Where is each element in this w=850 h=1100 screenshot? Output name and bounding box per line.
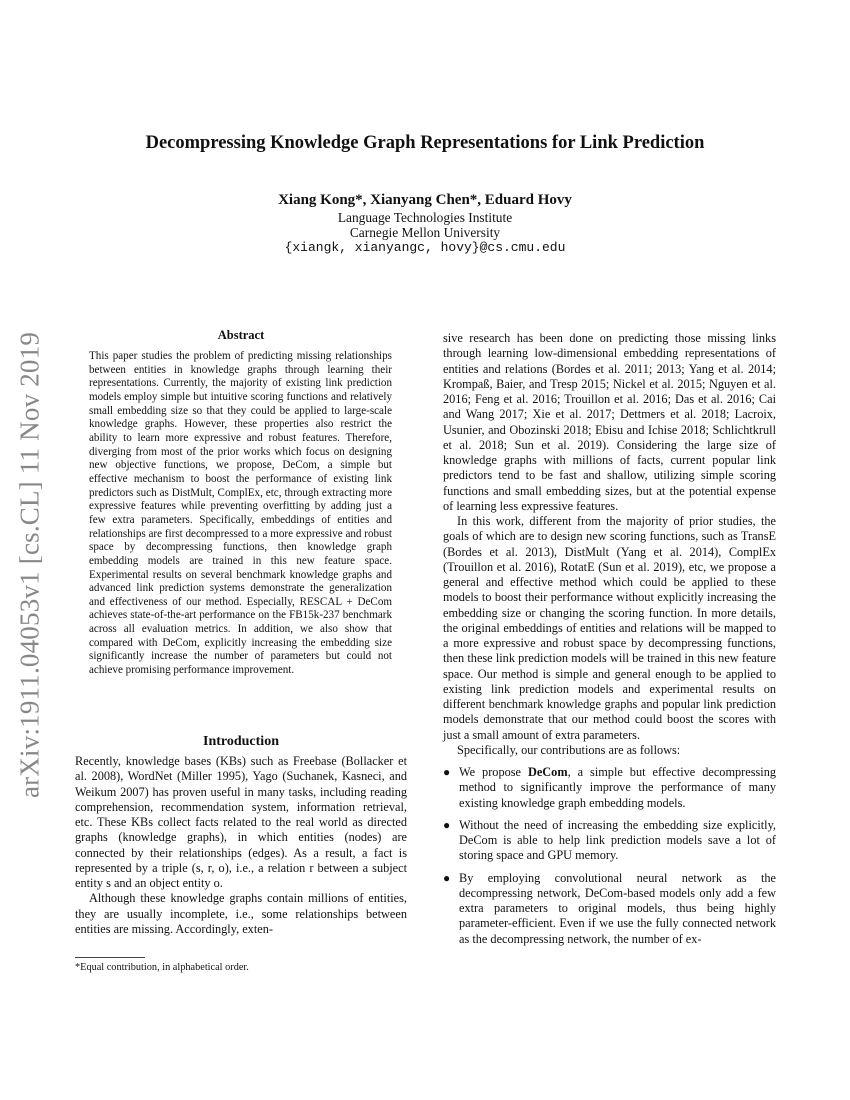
list-item: ● Without the need of increasing the embedding size explicitly, DeCom is able to help link prediction models save a lot of storing space and GPU memory. — [443, 817, 776, 863]
introduction-heading: Introduction — [203, 734, 279, 749]
right-paragraph-1: sive research has been done on predicting those missing links through learning low-dimensional embedding representations of entities and relations (Bordes et al. 2011; 2013; Yang et al. 2014; Krompaß, Baier, and Tresp 2015; Nickel et al. 2015; Nguyen et al. 2016; Feng et al. 2016; Trouillon et al. 2016; Das et al. 2016; Cai and Wang 2017; Xie et al. 2017; Dettmers et al. 2018; Lacroix, Usunier, and Obozinski 2018; Ebisu and Ichise 2018; Schlichtkrull et al. 2018; Sun et al. 2019). Considering the large size of knowledge graphs with millions of facts, current popular link predictors tend to be fast and shallow, utilizing simple scoring functions and small embedding sizes, but at the potential expense of learning less expressive features. — [443, 331, 776, 513]
author-emails: {xiangk, xianyangc, hovy}@cs.cmu.edu — [284, 240, 566, 255]
affiliation-institute: Language Technologies Institute — [337, 210, 513, 225]
intro-paragraph-1: Recently, knowledge bases (KBs) such as Freebase (Bollacker et al. 2008), WordNet (Miller 1995), Yago (Suchanek, Kasneci, and Weikum 2007) has proven useful in many tasks, including reading comprehension, recommendation system, information retrieval, etc. These KBs collect facts related to the real world as directed graphs (knowledge graphs), in which entities (nodes) are connected by their relationships (edges). As a result, a fact is represented by a triple (s, r, o), i.e., a relation r between a subject entity s and an object entity o. — [75, 754, 407, 890]
bullet-icon: ● — [443, 765, 451, 779]
affiliation-university: Carnegie Mellon University — [349, 225, 501, 240]
footnote: *Equal contribution, in alphabetical order. — [75, 962, 249, 973]
bullet-icon: ● — [443, 870, 451, 885]
intro-paragraph-2: Although these knowledge graphs contain millions of entities, they are usually incomplete, i.e., some relationships between entities are missing. Accordingly, exten- — [75, 891, 407, 936]
list-item: ● We propose DeCom, a simple but effective decompressing method to significantly improve the performance of many existing knowledge graph embedding models. — [443, 765, 776, 810]
contributions-list — [443, 765, 776, 947]
introduction-body — [75, 754, 407, 937]
right-paragraph-2: In this work, different from the majority of prior studies, the goals of which are to design new scoring functions, such as TransE (Bordes et al. 2013), DistMult (Yang et al. 2014), ComplEx (Trouillon et al. 2016), RotatE (Sun et al. 2019), etc, we propose a general and effective method which could be applied to these models to boost their performance without explicitly increasing the embedding size or changing the scoring function. In more details, the original embeddings of entities and relations will be mapped to a more expressive and robust space by decompressing functions, then these link prediction models will be trained in this new feature space. Our method is simple and general enough to be applied to existing link prediction models and experimental results on different benchmark knowledge graphs and popular link prediction models demonstrate that our method could boost the scores with just a small amount of extra parameters. — [443, 514, 776, 742]
right-paragraph-3: Specifically, our contributions are as follows: — [457, 742, 681, 757]
footnote-rule — [75, 957, 145, 958]
paper-authors: Xiang Kong*, Xianyang Chen*, Eduard Hovy — [278, 192, 572, 208]
list-item: ● By employing convolutional neural network as the decompressing network, DeCom-based models only add a few extra parameters to original models, thus being highly parameter-efficient. Even if we use the fully connected network as the decompressing network, the number of ex- — [443, 870, 776, 946]
paper-title: Decompressing Knowledge Graph Representations for Link Prediction — [145, 133, 705, 153]
abstract-heading: Abstract — [217, 328, 265, 342]
right-column — [443, 331, 776, 954]
bullet-icon: ● — [443, 817, 451, 832]
abstract-text: This paper studies the problem of predicting missing relationships between entities in knowledge graphs through learning their representations. Currently, the majority of existing link prediction models employ simple but intuitive scoring functions and relatively small embedding size so that they could be applied to large-scale knowledge graphs. However, these properties also restrict the ability to learn more expressive and robust features. Therefore, diverging from most of the prior works which focus on designing new objective functions, we propose, DeCom, a simple but effective mechanism to boost the performance of existing link predictors such as DistMult, ComplEx, etc, through extracting more expressive features while preventing overfitting by adding just a few extra parameters. Specifically, embeddings of entities and relationships are first decompressed to a more expressive and robust space by decompressing functions, then knowledge graph embedding models are trained in this new feature space. Experimental results on several benchmark knowledge graphs and advanced link prediction systems demonstrate the generalization and effectiveness of our method. Especially, RESCAL + DeCom achieves state-of-the-art performance on the FB15k-237 benchmark across all evaluation metrics. In addition, we also show that compared with DeCom, explicitly increasing the embedding size significantly increase the number of parameters but could not achieve promising performance improvement. — [89, 350, 392, 677]
arxiv-stamp: arXiv:1911.04053v1 [cs.CL] 11 Nov 2019 — [14, 331, 45, 799]
